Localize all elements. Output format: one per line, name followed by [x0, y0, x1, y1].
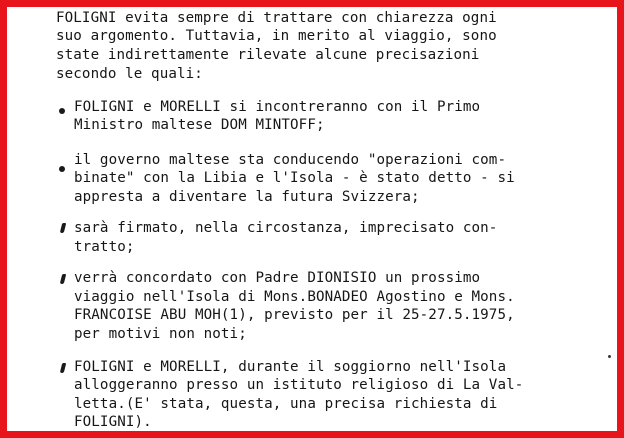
bullet-tick-icon [60, 274, 66, 284]
list-item-line: sarà firmato, nella circostanza, imprecisato con- [74, 220, 498, 236]
intro-line: state indirettamente rilevate alcune precisazioni [56, 47, 480, 63]
list-item-line: per motivi non noti; [74, 326, 247, 342]
list-item-line: Ministro maltese DOM MINTOFF; [74, 117, 325, 133]
intro-line: suo argomento. Tuttavia, in merito al viaggio, sono [56, 28, 497, 44]
bullet-tick-icon [60, 223, 66, 233]
list-item-line: viaggio nell'Isola di Mons.BONADEO Agostino e Mons. [74, 289, 515, 305]
typewritten-document [7, 7, 617, 431]
bullet-dot-icon [59, 166, 65, 172]
list-item-line: FOLIGNI e MORELLI, durante il soggiorno nell'Isola [74, 359, 507, 375]
intro-line: secondo le quali: [56, 66, 203, 82]
bullet-tick-icon [60, 363, 66, 373]
margin-mark [608, 355, 611, 358]
divider [95, 141, 96, 142]
intro-line: FOLIGNI evita sempre di trattare con chiarezza ogni [56, 10, 497, 26]
list-item-line: FRANCOISE ABU MOH(1), previsto per il 25-27.5.1975, [74, 307, 515, 323]
list-item-line: appresta a diventare la futura Svizzera; [74, 189, 420, 205]
bullet-dot-icon [59, 108, 65, 114]
list-item-line: alloggeranno presso un istituto religioso di La Val- [74, 377, 524, 393]
list-item-line: letta.(E' stata, questa, una precisa richiesta di [74, 396, 498, 412]
list-item-line: FOLIGNI e MORELLI si incontreranno con il Primo [74, 99, 481, 115]
list-item-line: binate" con la Libia e l'Isola - è stato detto - si [74, 170, 515, 186]
list-item-line: verrà concordato con Padre DIONISIO un prossimo [74, 270, 481, 286]
list-item-line: FOLIGNI). [74, 414, 152, 430]
list-item-line: il governo maltese sta conducendo "operazioni com- [74, 152, 507, 168]
list-item-line: tratto; [74, 239, 135, 255]
